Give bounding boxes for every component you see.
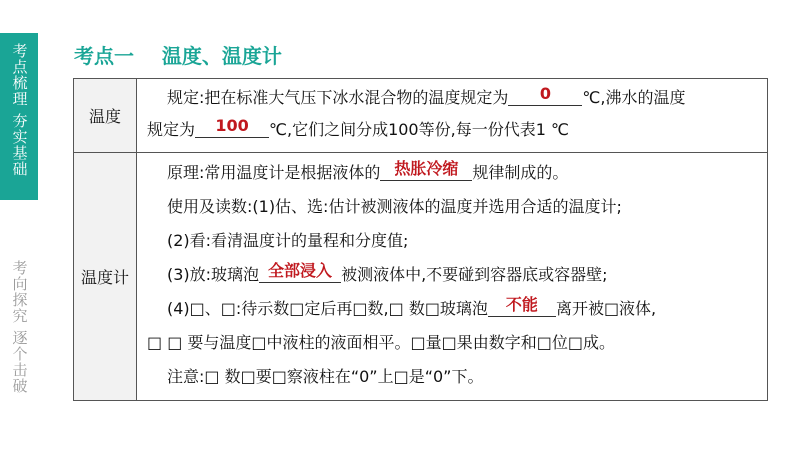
definition-text-1a: 规定:把在标准大气压下冰水混合物的温度规定为 [167,88,509,107]
read-text-a: (4)□、□:待示数□定后再□数,□ 数□玻璃泡 [167,299,488,318]
tab-exam-directions[interactable] [0,250,38,400]
answer-blank-principle: 热胀冷缩 [380,158,472,181]
table-row-thermometer [74,153,768,401]
look-line: (2)看:看清温度计的量程和分度值; [167,231,409,250]
answer-blank-freezing-point: 0 [508,83,582,106]
put-line [147,258,759,292]
put-text-a: (3)放:玻璃泡 [167,265,260,284]
answer-blank-cannot: 不能 [488,294,556,317]
tab-exam-points[interactable] [0,33,38,200]
tab-exam-points-label: 考点梳理 夯实基础 [10,43,29,177]
definition-line-2 [147,114,759,146]
definition-text-1b: ℃,沸水的温度 [582,88,686,107]
usage-line: 使用及读数:(1)估、选:估计被测液体的温度并选用合适的温度计; [167,197,622,216]
table-row-temperature [74,79,768,153]
row-content-temperature [137,79,768,153]
answer-blank-boiling-point: 100 [195,115,269,138]
definition-line-1 [147,82,759,114]
row-label-thermometer: 温度计 [74,153,137,401]
put-text-b: 被测液体中,不要碰到容器底或容器壁; [341,265,608,284]
note-line: 注意:□ 数□要□察液柱在“0”上□是“0”下。 [167,367,484,386]
principle-text-b: 规律制成的。 [472,163,569,182]
definition-text-2b: ℃,它们之间分成100等份,每一份代表1 ℃ [269,120,569,139]
tab-exam-directions-label: 考向探究 逐个击破 [10,260,29,394]
row-content-thermometer [137,153,768,401]
section-title: 考点一 温度、温度计 [74,44,282,68]
read-line-2: □ □ 要与温度□中液柱的液面相平。□量□果由数字和□位□成。 [147,333,615,352]
answer-blank-immerse: 全部浸入 [259,260,341,283]
read-text-b: 离开被□液体, [555,299,657,318]
read-line-1 [147,292,759,326]
row-label-temperature: 温度 [74,79,137,153]
definition-text-2a: 规定为 [147,120,196,139]
principle-line [147,156,759,190]
knowledge-table [73,78,768,401]
principle-text-a: 原理:常用温度计是根据液体的 [167,163,381,182]
